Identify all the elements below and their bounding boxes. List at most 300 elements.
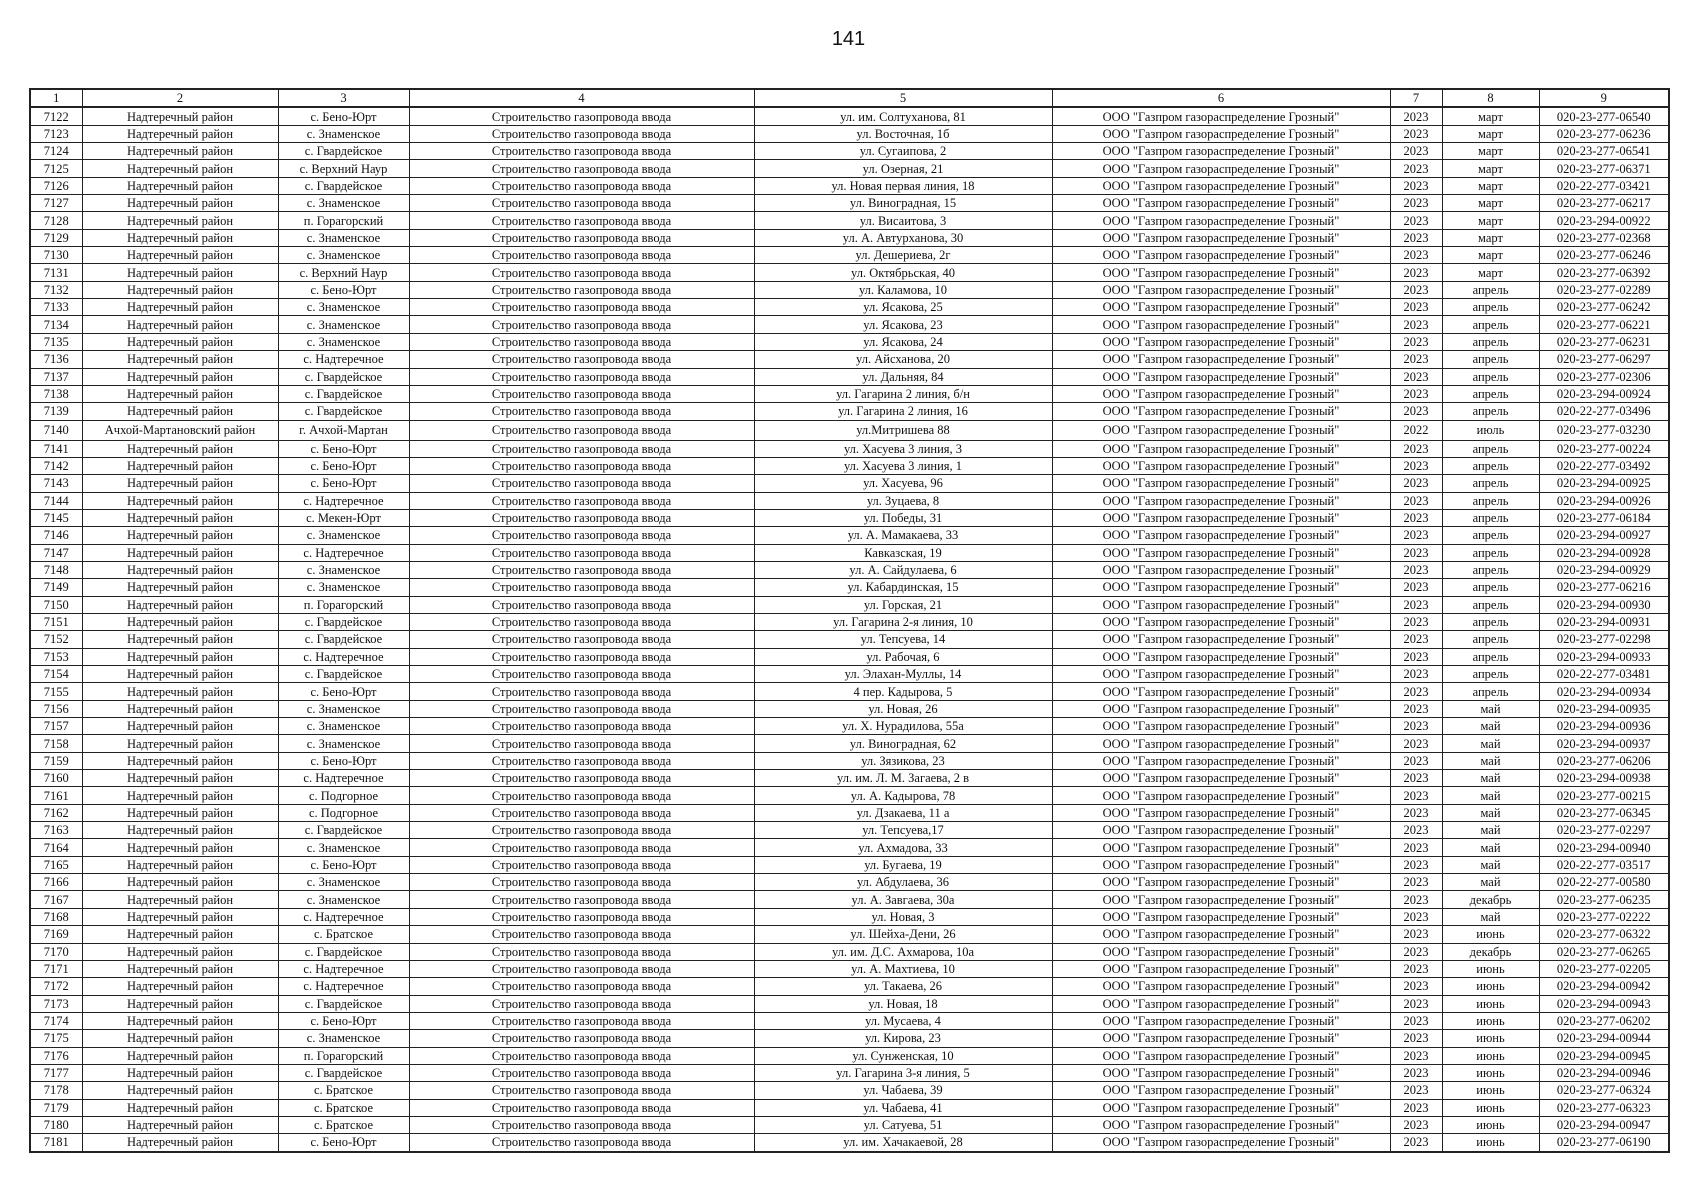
month-cell: апрель bbox=[1442, 683, 1539, 700]
work-type-cell: Строительство газопровода ввода bbox=[409, 561, 754, 578]
settlement-cell: п. Горагорский bbox=[278, 596, 409, 613]
work-type-cell: Строительство газопровода ввода bbox=[409, 1082, 754, 1099]
row-number-cell: 7147 bbox=[30, 544, 82, 561]
year-cell: 2023 bbox=[1390, 1030, 1442, 1047]
address-cell: ул. Озерная, 21 bbox=[754, 160, 1052, 177]
registration-number-cell: 020-23-294-00927 bbox=[1539, 527, 1669, 544]
row-number-cell: 7146 bbox=[30, 527, 82, 544]
address-cell: Кавказская, 19 bbox=[754, 544, 1052, 561]
row-number-cell: 7158 bbox=[30, 735, 82, 752]
month-cell: апрель bbox=[1442, 631, 1539, 648]
registration-number-cell: 020-23-294-00934 bbox=[1539, 683, 1669, 700]
year-cell: 2023 bbox=[1390, 403, 1442, 420]
month-cell: март bbox=[1442, 177, 1539, 194]
year-cell: 2023 bbox=[1390, 596, 1442, 613]
registration-number-cell: 020-23-277-02368 bbox=[1539, 229, 1669, 246]
district-cell: Надтеречный район bbox=[82, 1116, 278, 1133]
address-cell: ул. А. Автурханова, 30 bbox=[754, 229, 1052, 246]
settlement-cell: с. Верхний Наур bbox=[278, 160, 409, 177]
year-cell: 2023 bbox=[1390, 107, 1442, 125]
address-cell: ул. Хасуева, 96 bbox=[754, 475, 1052, 492]
address-cell: ул. Каламова, 10 bbox=[754, 281, 1052, 298]
table-row bbox=[30, 527, 1669, 544]
settlement-cell: с. Бено-Юрт bbox=[278, 440, 409, 457]
table-row bbox=[30, 926, 1669, 943]
work-type-cell: Строительство газопровода ввода bbox=[409, 281, 754, 298]
table-row bbox=[30, 1064, 1669, 1081]
work-type-cell: Строительство газопровода ввода bbox=[409, 839, 754, 856]
district-cell: Надтеречный район bbox=[82, 440, 278, 457]
settlement-cell: с. Знаменское bbox=[278, 229, 409, 246]
work-type-cell: Строительство газопровода ввода bbox=[409, 333, 754, 350]
organization-cell: ООО "Газпром газораспределение Грозный" bbox=[1052, 943, 1390, 960]
month-cell: март bbox=[1442, 195, 1539, 212]
month-cell: апрель bbox=[1442, 299, 1539, 316]
table-row bbox=[30, 351, 1669, 368]
organization-cell: ООО "Газпром газораспределение Грозный" bbox=[1052, 596, 1390, 613]
table-row bbox=[30, 752, 1669, 769]
registration-number-cell: 020-23-277-06242 bbox=[1539, 299, 1669, 316]
row-number-cell: 7154 bbox=[30, 666, 82, 683]
month-cell: апрель bbox=[1442, 613, 1539, 630]
organization-cell: ООО "Газпром газораспределение Грозный" bbox=[1052, 1134, 1390, 1152]
month-cell: июнь bbox=[1442, 960, 1539, 977]
registration-number-cell: 020-23-294-00928 bbox=[1539, 544, 1669, 561]
row-number-cell: 7125 bbox=[30, 160, 82, 177]
year-cell: 2023 bbox=[1390, 631, 1442, 648]
table-row bbox=[30, 804, 1669, 821]
month-cell: апрель bbox=[1442, 333, 1539, 350]
district-cell: Надтеречный район bbox=[82, 1047, 278, 1064]
address-cell: ул. Элахан-Муллы, 14 bbox=[754, 666, 1052, 683]
district-cell: Надтеречный район bbox=[82, 160, 278, 177]
row-number-cell: 7132 bbox=[30, 281, 82, 298]
address-cell: ул. Новая первая линия, 18 bbox=[754, 177, 1052, 194]
year-cell: 2023 bbox=[1390, 735, 1442, 752]
gas-pipeline-register-table bbox=[29, 88, 1670, 1153]
work-type-cell: Строительство газопровода ввода bbox=[409, 509, 754, 526]
organization-cell: ООО "Газпром газораспределение Грозный" bbox=[1052, 333, 1390, 350]
district-cell: Надтеречный район bbox=[82, 648, 278, 665]
work-type-cell: Строительство газопровода ввода bbox=[409, 579, 754, 596]
year-cell: 2023 bbox=[1390, 333, 1442, 350]
table-row bbox=[30, 1099, 1669, 1116]
year-cell: 2023 bbox=[1390, 874, 1442, 891]
column-header: 7 bbox=[1390, 89, 1442, 107]
address-cell: ул. А. Махтиева, 10 bbox=[754, 960, 1052, 977]
address-cell: ул. Х. Нурадилова, 55а bbox=[754, 718, 1052, 735]
organization-cell: ООО "Газпром газораспределение Грозный" bbox=[1052, 403, 1390, 420]
registration-number-cell: 020-23-277-00215 bbox=[1539, 787, 1669, 804]
organization-cell: ООО "Газпром газораспределение Грозный" bbox=[1052, 613, 1390, 630]
organization-cell: ООО "Газпром газораспределение Грозный" bbox=[1052, 839, 1390, 856]
work-type-cell: Строительство газопровода ввода bbox=[409, 926, 754, 943]
table-row bbox=[30, 143, 1669, 160]
table-row bbox=[30, 613, 1669, 630]
registration-number-cell: 020-23-294-00929 bbox=[1539, 561, 1669, 578]
year-cell: 2023 bbox=[1390, 281, 1442, 298]
address-cell: ул. Октябрьская, 40 bbox=[754, 264, 1052, 281]
registration-number-cell: 020-23-277-02298 bbox=[1539, 631, 1669, 648]
settlement-cell: с. Знаменское bbox=[278, 579, 409, 596]
address-cell: ул. Новая, 3 bbox=[754, 908, 1052, 925]
row-number-cell: 7157 bbox=[30, 718, 82, 735]
month-cell: март bbox=[1442, 229, 1539, 246]
year-cell: 2023 bbox=[1390, 787, 1442, 804]
work-type-cell: Строительство газопровода ввода bbox=[409, 752, 754, 769]
registration-number-cell: 020-23-277-03230 bbox=[1539, 420, 1669, 440]
address-cell: ул. Кабардинская, 15 bbox=[754, 579, 1052, 596]
address-cell: ул. А. Кадырова, 78 bbox=[754, 787, 1052, 804]
column-header: 8 bbox=[1442, 89, 1539, 107]
month-cell: май bbox=[1442, 770, 1539, 787]
settlement-cell: с. Верхний Наур bbox=[278, 264, 409, 281]
table-row bbox=[30, 1082, 1669, 1099]
work-type-cell: Строительство газопровода ввода bbox=[409, 125, 754, 142]
row-number-cell: 7140 bbox=[30, 420, 82, 440]
registration-number-cell: 020-23-294-00945 bbox=[1539, 1047, 1669, 1064]
settlement-cell: с. Знаменское bbox=[278, 316, 409, 333]
organization-cell: ООО "Газпром газораспределение Грозный" bbox=[1052, 1012, 1390, 1029]
organization-cell: ООО "Газпром газораспределение Грозный" bbox=[1052, 457, 1390, 474]
column-header: 1 bbox=[30, 89, 82, 107]
district-cell: Надтеречный район bbox=[82, 143, 278, 160]
registration-number-cell: 020-23-277-02306 bbox=[1539, 368, 1669, 385]
district-cell: Надтеречный район bbox=[82, 1082, 278, 1099]
district-cell: Надтеречный район bbox=[82, 613, 278, 630]
district-cell: Надтеречный район bbox=[82, 1030, 278, 1047]
work-type-cell: Строительство газопровода ввода bbox=[409, 544, 754, 561]
month-cell: май bbox=[1442, 752, 1539, 769]
month-cell: март bbox=[1442, 160, 1539, 177]
organization-cell: ООО "Газпром газораспределение Грозный" bbox=[1052, 440, 1390, 457]
table-row bbox=[30, 995, 1669, 1012]
row-number-cell: 7169 bbox=[30, 926, 82, 943]
year-cell: 2023 bbox=[1390, 492, 1442, 509]
month-cell: апрель bbox=[1442, 544, 1539, 561]
table-row bbox=[30, 718, 1669, 735]
address-cell: ул.Митришева 88 bbox=[754, 420, 1052, 440]
year-cell: 2023 bbox=[1390, 752, 1442, 769]
registration-number-cell: 020-23-294-00925 bbox=[1539, 475, 1669, 492]
organization-cell: ООО "Газпром газораспределение Грозный" bbox=[1052, 107, 1390, 125]
row-number-cell: 7177 bbox=[30, 1064, 82, 1081]
table-row bbox=[30, 874, 1669, 891]
settlement-cell: с. Надтеречное bbox=[278, 544, 409, 561]
settlement-cell: с. Знаменское bbox=[278, 839, 409, 856]
address-cell: ул. Виноградная, 62 bbox=[754, 735, 1052, 752]
work-type-cell: Строительство газопровода ввода bbox=[409, 613, 754, 630]
year-cell: 2023 bbox=[1390, 368, 1442, 385]
district-cell: Надтеречный район bbox=[82, 683, 278, 700]
table-row bbox=[30, 195, 1669, 212]
district-cell: Надтеречный район bbox=[82, 527, 278, 544]
month-cell: декабрь bbox=[1442, 891, 1539, 908]
settlement-cell: с. Бено-Юрт bbox=[278, 1134, 409, 1152]
address-cell: ул. Виноградная, 15 bbox=[754, 195, 1052, 212]
organization-cell: ООО "Газпром газораспределение Грозный" bbox=[1052, 787, 1390, 804]
table-row bbox=[30, 770, 1669, 787]
work-type-cell: Строительство газопровода ввода bbox=[409, 943, 754, 960]
month-cell: май bbox=[1442, 700, 1539, 717]
settlement-cell: с. Братское bbox=[278, 1116, 409, 1133]
organization-cell: ООО "Газпром газораспределение Грозный" bbox=[1052, 544, 1390, 561]
row-number-cell: 7152 bbox=[30, 631, 82, 648]
row-number-cell: 7181 bbox=[30, 1134, 82, 1152]
table-row bbox=[30, 281, 1669, 298]
organization-cell: ООО "Газпром газораспределение Грозный" bbox=[1052, 125, 1390, 142]
row-number-cell: 7137 bbox=[30, 368, 82, 385]
district-cell: Надтеречный район bbox=[82, 299, 278, 316]
table-row bbox=[30, 299, 1669, 316]
table-row bbox=[30, 683, 1669, 700]
year-cell: 2023 bbox=[1390, 1012, 1442, 1029]
table-row bbox=[30, 1047, 1669, 1064]
year-cell: 2023 bbox=[1390, 1134, 1442, 1152]
registration-number-cell: 020-23-294-00937 bbox=[1539, 735, 1669, 752]
month-cell: июнь bbox=[1442, 978, 1539, 995]
column-number-row bbox=[30, 89, 1669, 107]
district-cell: Надтеречный район bbox=[82, 492, 278, 509]
district-cell: Надтеречный район bbox=[82, 735, 278, 752]
table-row bbox=[30, 579, 1669, 596]
row-number-cell: 7131 bbox=[30, 264, 82, 281]
settlement-cell: с. Гвардейское bbox=[278, 368, 409, 385]
work-type-cell: Строительство газопровода ввода bbox=[409, 351, 754, 368]
year-cell: 2023 bbox=[1390, 804, 1442, 821]
address-cell: ул. им. Солтуханова, 81 bbox=[754, 107, 1052, 125]
registration-number-cell: 020-23-277-06236 bbox=[1539, 125, 1669, 142]
row-number-cell: 7167 bbox=[30, 891, 82, 908]
district-cell: Надтеречный район bbox=[82, 822, 278, 839]
registration-number-cell: 020-23-277-00224 bbox=[1539, 440, 1669, 457]
row-number-cell: 7170 bbox=[30, 943, 82, 960]
address-cell: ул. Кирова, 23 bbox=[754, 1030, 1052, 1047]
settlement-cell: с. Знаменское bbox=[278, 527, 409, 544]
work-type-cell: Строительство газопровода ввода bbox=[409, 1064, 754, 1081]
organization-cell: ООО "Газпром газораспределение Грозный" bbox=[1052, 475, 1390, 492]
registration-number-cell: 020-23-294-00940 bbox=[1539, 839, 1669, 856]
row-number-cell: 7126 bbox=[30, 177, 82, 194]
page-number: 141 bbox=[831, 28, 866, 50]
table-row bbox=[30, 960, 1669, 977]
work-type-cell: Строительство газопровода ввода bbox=[409, 874, 754, 891]
row-number-cell: 7173 bbox=[30, 995, 82, 1012]
work-type-cell: Строительство газопровода ввода bbox=[409, 440, 754, 457]
row-number-cell: 7130 bbox=[30, 247, 82, 264]
registration-number-cell: 020-23-277-06541 bbox=[1539, 143, 1669, 160]
settlement-cell: с. Знаменское bbox=[278, 333, 409, 350]
organization-cell: ООО "Газпром газораспределение Грозный" bbox=[1052, 960, 1390, 977]
month-cell: март bbox=[1442, 264, 1539, 281]
table-row bbox=[30, 1030, 1669, 1047]
month-cell: март bbox=[1442, 247, 1539, 264]
row-number-cell: 7139 bbox=[30, 403, 82, 420]
organization-cell: ООО "Газпром газораспределение Грозный" bbox=[1052, 527, 1390, 544]
address-cell: ул. им. Л. М. Загаева, 2 в bbox=[754, 770, 1052, 787]
address-cell: ул. Сугаипова, 2 bbox=[754, 143, 1052, 160]
table-row bbox=[30, 385, 1669, 402]
work-type-cell: Строительство газопровода ввода bbox=[409, 1099, 754, 1116]
address-cell: ул. Бугаева, 19 bbox=[754, 856, 1052, 873]
registration-number-cell: 020-23-277-06371 bbox=[1539, 160, 1669, 177]
year-cell: 2023 bbox=[1390, 891, 1442, 908]
registration-number-cell: 020-23-277-06217 bbox=[1539, 195, 1669, 212]
settlement-cell: с. Гвардейское bbox=[278, 995, 409, 1012]
row-number-cell: 7122 bbox=[30, 107, 82, 125]
organization-cell: ООО "Газпром газораспределение Грозный" bbox=[1052, 195, 1390, 212]
row-number-cell: 7144 bbox=[30, 492, 82, 509]
registration-number-cell: 020-23-277-06202 bbox=[1539, 1012, 1669, 1029]
year-cell: 2023 bbox=[1390, 299, 1442, 316]
month-cell: апрель bbox=[1442, 509, 1539, 526]
settlement-cell: с. Надтеречное bbox=[278, 770, 409, 787]
month-cell: апрель bbox=[1442, 475, 1539, 492]
month-cell: май bbox=[1442, 856, 1539, 873]
registration-number-cell: 020-23-277-06297 bbox=[1539, 351, 1669, 368]
row-number-cell: 7171 bbox=[30, 960, 82, 977]
organization-cell: ООО "Газпром газораспределение Грозный" bbox=[1052, 874, 1390, 891]
column-header: 6 bbox=[1052, 89, 1390, 107]
district-cell: Надтеречный район bbox=[82, 544, 278, 561]
settlement-cell: с. Гвардейское bbox=[278, 822, 409, 839]
organization-cell: ООО "Газпром газораспределение Грозный" bbox=[1052, 891, 1390, 908]
table-row bbox=[30, 125, 1669, 142]
settlement-cell: с. Знаменское bbox=[278, 718, 409, 735]
year-cell: 2023 bbox=[1390, 544, 1442, 561]
organization-cell: ООО "Газпром газораспределение Грозный" bbox=[1052, 264, 1390, 281]
work-type-cell: Строительство газопровода ввода bbox=[409, 368, 754, 385]
district-cell: Надтеречный район bbox=[82, 804, 278, 821]
registration-number-cell: 020-23-294-00922 bbox=[1539, 212, 1669, 229]
registration-number-cell: 020-23-294-00943 bbox=[1539, 995, 1669, 1012]
year-cell: 2022 bbox=[1390, 420, 1442, 440]
table-row bbox=[30, 631, 1669, 648]
registration-number-cell: 020-23-294-00930 bbox=[1539, 596, 1669, 613]
work-type-cell: Строительство газопровода ввода bbox=[409, 978, 754, 995]
settlement-cell: г. Ачхой-Мартан bbox=[278, 420, 409, 440]
registration-number-cell: 020-23-294-00931 bbox=[1539, 613, 1669, 630]
table-row bbox=[30, 1012, 1669, 1029]
month-cell: июнь bbox=[1442, 1134, 1539, 1152]
row-number-cell: 7163 bbox=[30, 822, 82, 839]
month-cell: апрель bbox=[1442, 368, 1539, 385]
work-type-cell: Строительство газопровода ввода bbox=[409, 804, 754, 821]
address-cell: ул. Дешериева, 2г bbox=[754, 247, 1052, 264]
year-cell: 2023 bbox=[1390, 195, 1442, 212]
year-cell: 2023 bbox=[1390, 247, 1442, 264]
table-row bbox=[30, 492, 1669, 509]
table-row bbox=[30, 700, 1669, 717]
address-cell: ул. Рабочая, 6 bbox=[754, 648, 1052, 665]
address-cell: ул. Айсханова, 20 bbox=[754, 351, 1052, 368]
address-cell: ул. Восточная, 1б bbox=[754, 125, 1052, 142]
row-number-cell: 7166 bbox=[30, 874, 82, 891]
table-row bbox=[30, 316, 1669, 333]
month-cell: июнь bbox=[1442, 1082, 1539, 1099]
row-number-cell: 7135 bbox=[30, 333, 82, 350]
organization-cell: ООО "Газпром газораспределение Грозный" bbox=[1052, 926, 1390, 943]
registration-number-cell: 020-23-277-06184 bbox=[1539, 509, 1669, 526]
table-row bbox=[30, 509, 1669, 526]
row-number-cell: 7165 bbox=[30, 856, 82, 873]
year-cell: 2023 bbox=[1390, 160, 1442, 177]
month-cell: апрель bbox=[1442, 579, 1539, 596]
work-type-cell: Строительство газопровода ввода bbox=[409, 229, 754, 246]
settlement-cell: с. Братское bbox=[278, 926, 409, 943]
row-number-cell: 7129 bbox=[30, 229, 82, 246]
settlement-cell: с. Знаменское bbox=[278, 299, 409, 316]
month-cell: июнь bbox=[1442, 1116, 1539, 1133]
work-type-cell: Строительство газопровода ввода bbox=[409, 648, 754, 665]
year-cell: 2023 bbox=[1390, 143, 1442, 160]
settlement-cell: с. Бено-Юрт bbox=[278, 107, 409, 125]
settlement-cell: с. Братское bbox=[278, 1082, 409, 1099]
month-cell: июль bbox=[1442, 420, 1539, 440]
registration-number-cell: 020-23-277-06190 bbox=[1539, 1134, 1669, 1152]
month-cell: апрель bbox=[1442, 648, 1539, 665]
organization-cell: ООО "Газпром газораспределение Грозный" bbox=[1052, 648, 1390, 665]
row-number-cell: 7150 bbox=[30, 596, 82, 613]
month-cell: апрель bbox=[1442, 527, 1539, 544]
month-cell: декабрь bbox=[1442, 943, 1539, 960]
settlement-cell: с. Бено-Юрт bbox=[278, 457, 409, 474]
row-number-cell: 7168 bbox=[30, 908, 82, 925]
organization-cell: ООО "Газпром газораспределение Грозный" bbox=[1052, 1064, 1390, 1081]
settlement-cell: с. Надтеречное bbox=[278, 978, 409, 995]
year-cell: 2023 bbox=[1390, 561, 1442, 578]
district-cell: Надтеречный район bbox=[82, 107, 278, 125]
address-cell: ул. Ясакова, 25 bbox=[754, 299, 1052, 316]
work-type-cell: Строительство газопровода ввода bbox=[409, 177, 754, 194]
table-row bbox=[30, 212, 1669, 229]
work-type-cell: Строительство газопровода ввода bbox=[409, 1047, 754, 1064]
registration-number-cell: 020-22-277-03496 bbox=[1539, 403, 1669, 420]
table-row bbox=[30, 107, 1669, 125]
district-cell: Надтеречный район bbox=[82, 385, 278, 402]
settlement-cell: с. Бено-Юрт bbox=[278, 1012, 409, 1029]
settlement-cell: с. Надтеречное bbox=[278, 351, 409, 368]
address-cell: ул. Победы, 31 bbox=[754, 509, 1052, 526]
district-cell: Надтеречный район bbox=[82, 264, 278, 281]
table-row bbox=[30, 943, 1669, 960]
organization-cell: ООО "Газпром газораспределение Грозный" bbox=[1052, 1116, 1390, 1133]
registration-number-cell: 020-23-294-00936 bbox=[1539, 718, 1669, 735]
table-row bbox=[30, 368, 1669, 385]
work-type-cell: Строительство газопровода ввода bbox=[409, 770, 754, 787]
organization-cell: ООО "Газпром газораспределение Грозный" bbox=[1052, 420, 1390, 440]
table-row bbox=[30, 264, 1669, 281]
table-row bbox=[30, 839, 1669, 856]
row-number-cell: 7159 bbox=[30, 752, 82, 769]
row-number-cell: 7149 bbox=[30, 579, 82, 596]
settlement-cell: с. Бено-Юрт bbox=[278, 752, 409, 769]
registration-number-cell: 020-23-294-00933 bbox=[1539, 648, 1669, 665]
table-row bbox=[30, 648, 1669, 665]
district-cell: Надтеречный район bbox=[82, 579, 278, 596]
organization-cell: ООО "Газпром газораспределение Грозный" bbox=[1052, 700, 1390, 717]
organization-cell: ООО "Газпром газораспределение Грозный" bbox=[1052, 229, 1390, 246]
column-header: 9 bbox=[1539, 89, 1669, 107]
column-header: 3 bbox=[278, 89, 409, 107]
table-row bbox=[30, 735, 1669, 752]
table-body bbox=[30, 107, 1669, 1151]
year-cell: 2023 bbox=[1390, 351, 1442, 368]
district-cell: Надтеречный район bbox=[82, 125, 278, 142]
year-cell: 2023 bbox=[1390, 579, 1442, 596]
district-cell: Надтеречный район bbox=[82, 787, 278, 804]
settlement-cell: с. Знаменское bbox=[278, 195, 409, 212]
